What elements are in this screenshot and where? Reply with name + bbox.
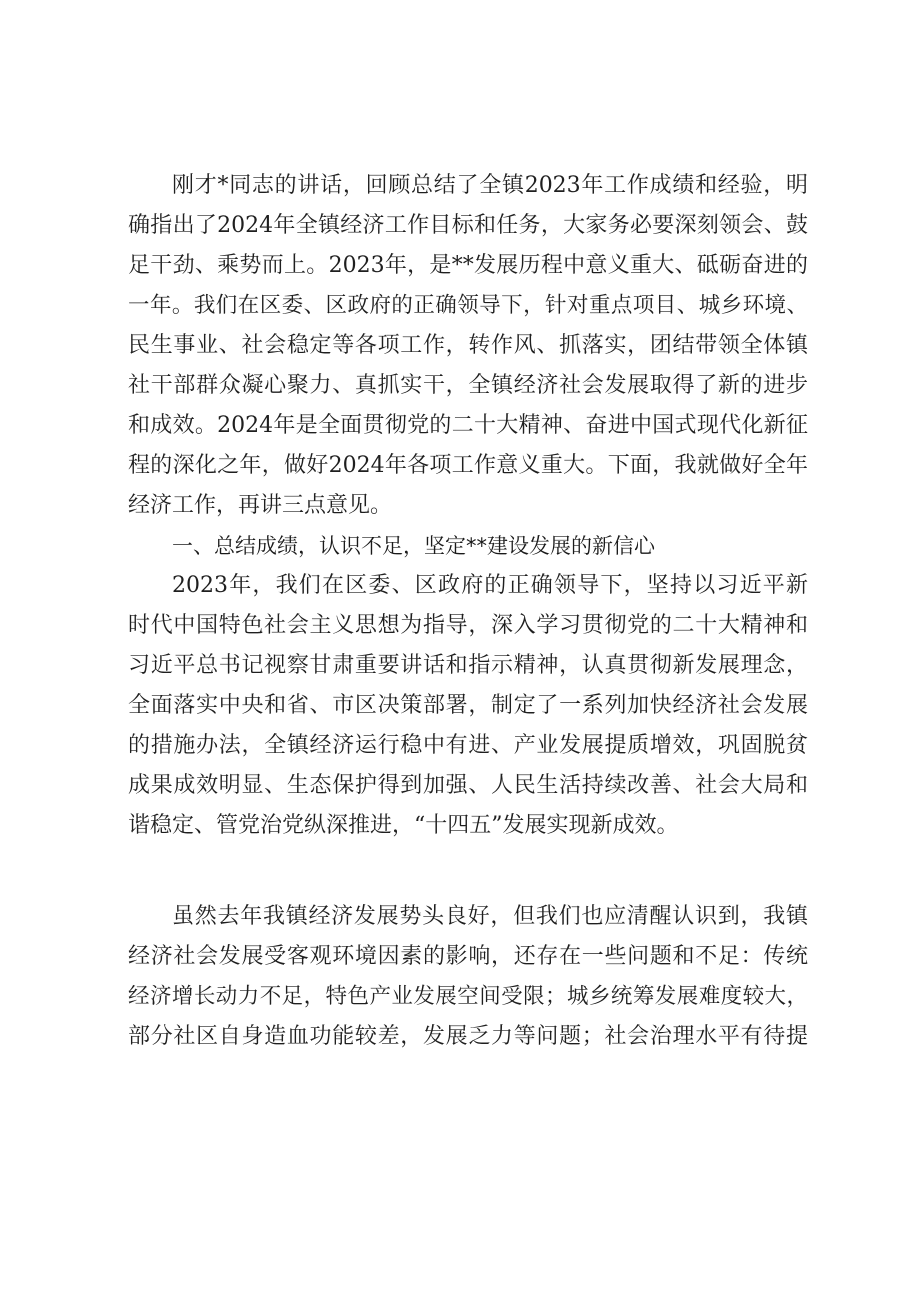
paragraph-2-line-7: 谐稳定、管党治党纵深推进，“十四五”发展实现新成效。: [128, 813, 679, 838]
paragraph-2-line-6: 成果成效明显、生态保护得到加强、人民生活持续改善、社会大局和: [128, 773, 808, 798]
paragraph-1-line-5: 民生事业、社会稳定等各项工作，转作风、抓落实，团结带领全体镇: [128, 333, 808, 358]
paragraph-1-line-3: 足干劲、乘势而上。2023年，是**发展历程中意义重大、砥砺奋进的: [128, 253, 808, 278]
paragraph-1-line-8: 程的深化之年，做好2024年各项工作意义重大。下面，我就做好全年: [128, 453, 808, 478]
paragraph-2-line-2: 时代中国特色社会主义思想为指导，深入学习贯彻党的二十大精神和: [128, 613, 808, 638]
paragraph-3-line-1: 虽然去年我镇经济发展势头良好，但我们也应清醒认识到，我镇: [172, 904, 808, 929]
paragraph-1-line-4: 一年。我们在区委、区政府的正确领导下，针对重点项目、城乡环境、: [128, 293, 808, 318]
section-heading-1: 一、总结成绩，认识不足，坚定**建设发展的新信心: [172, 534, 655, 558]
paragraph-3-line-4: 部分社区自身造血功能较差，发展乏力等问题；社会治理水平有待提: [128, 1024, 808, 1049]
paragraph-1-line-1: 刚才*同志的讲话，回顾总结了全镇2023年工作成绩和经验，明: [172, 173, 808, 198]
paragraph-1-line-9: 经济工作，再讲三点意见。: [128, 493, 393, 518]
paragraph-3-line-3: 经济增长动力不足，特色产业发展空间受限；城乡统筹发展难度较大，: [128, 984, 808, 1009]
paragraph-2-line-4: 全面落实中央和省、市区决策部署，制定了一系列加快经济社会发展: [128, 693, 808, 718]
paragraph-2-line-1: 2023年，我们在区委、区政府的正确领导下，坚持以习近平新: [172, 573, 808, 598]
paragraph-1-line-2: 确指出了2024年全镇经济工作目标和任务，大家务必要深刻领会、鼓: [128, 213, 808, 238]
paragraph-1-line-7: 和成效。2024年是全面贯彻党的二十大精神、奋进中国式现代化新征: [128, 413, 808, 438]
paragraph-1-line-6: 社干部群众凝心聚力、真抓实干，全镇经济社会发展取得了新的进步: [128, 373, 808, 398]
paragraph-2-line-5: 的措施办法，全镇经济运行稳中有进、产业发展提质增效，巩固脱贫: [128, 733, 808, 758]
paragraph-3-line-2: 经济社会发展受客观环境因素的影响，还存在一些问题和不足：传统: [128, 944, 808, 969]
paragraph-2-line-3: 习近平总书记视察甘肃重要讲话和指示精神，认真贯彻新发展理念，: [128, 653, 808, 678]
